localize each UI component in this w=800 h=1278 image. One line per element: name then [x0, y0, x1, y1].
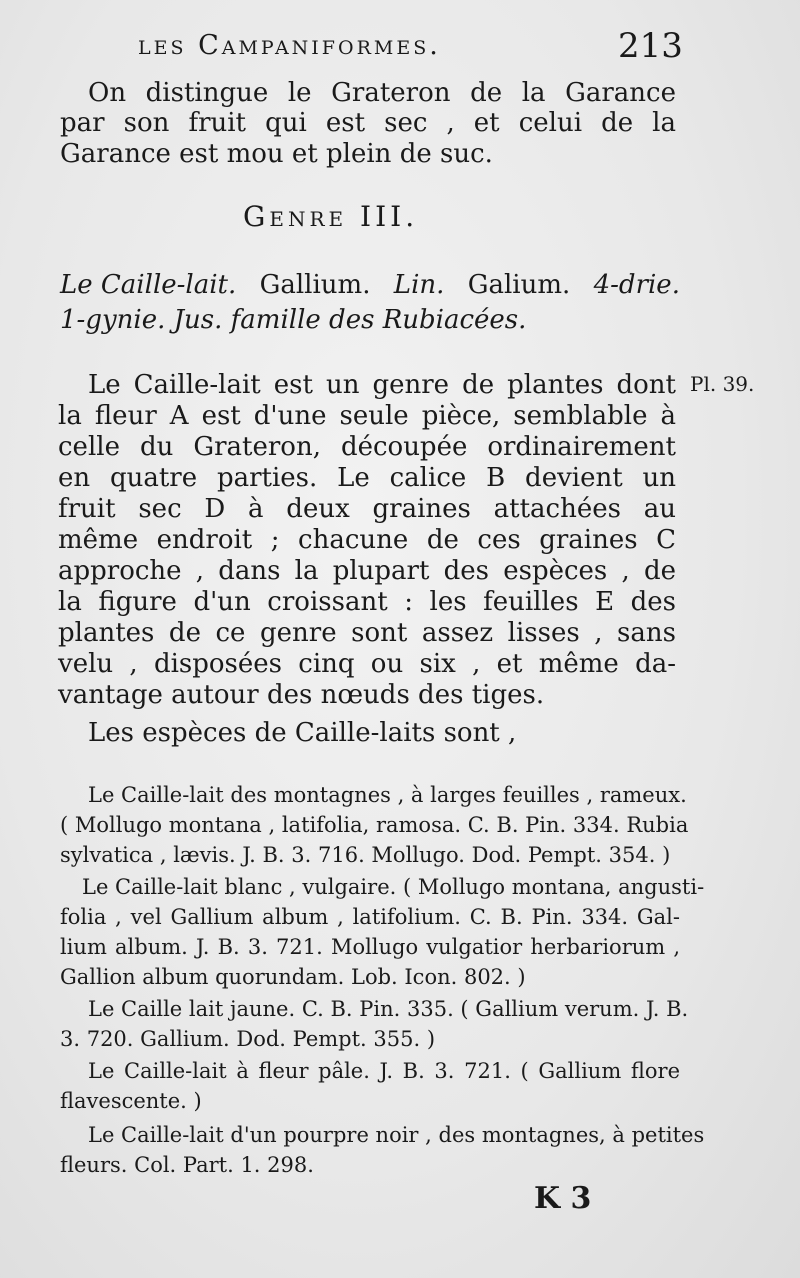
species-intro: Les espèces de Caille-laits sont ,	[88, 718, 517, 748]
classification-line-2: 1-gynie. Jus. famille des Rubiacées.	[60, 305, 527, 335]
species-line: Le Caille lait jaune. C. B. Pin. 335. ( Gallium verum. J. B.	[88, 997, 689, 1021]
description-line: velu , disposées cinq ou six , et même da-	[58, 649, 676, 679]
page-number: 213	[618, 26, 683, 66]
plate-reference: Pl. 39.	[690, 372, 755, 396]
description-line: vantage autour des nœuds des tiges.	[58, 680, 545, 710]
species-line: lium album. J. B. 3. 721. Mollugo vulgatior herbariorum ,	[60, 935, 680, 959]
description-line: celle du Grateron, découpée ordinairement	[58, 432, 676, 462]
latin-name: Gallium.	[259, 270, 371, 300]
species-line: Le Caille-lait à fleur pâle. J. B. 3. 721. ( Gallium flore	[88, 1059, 680, 1083]
description-line: en quatre parties. Le calice B devient un	[58, 463, 676, 493]
running-title: les Campaniformes.	[138, 30, 441, 61]
species-line: Le Caille-lait des montagnes , à larges feuilles , rameux.	[88, 783, 687, 807]
species-line: sylvatica , lævis. J. B. 3. 716. Mollugo. Dod. Pempt. 354. )	[60, 843, 671, 867]
linnaeus-ref: Lin.	[393, 270, 445, 300]
classification-line-1	[60, 270, 680, 300]
intro-line: On distingue le Grateron de la Garance	[88, 78, 676, 108]
species-line: Le Caille-lait d'un pourpre noir , des montagnes, à petites	[88, 1123, 705, 1147]
description-line: plantes de ce genre sont assez lisses , sans	[58, 618, 676, 648]
genus-name: Le Caille-lait.	[60, 270, 237, 300]
description-line: fruit sec D à deux graines attachées au	[58, 494, 676, 524]
description-line: la figure d'un croissant : les feuilles E des	[58, 587, 676, 617]
species-line: folia , vel Gallium album , latifolium. C. B. Pin. 334. Gal-	[60, 905, 680, 929]
genre-heading: Genre III.	[243, 200, 419, 233]
species-line: Gallion album quorundam. Lob. Icon. 802. )	[60, 965, 526, 989]
species-line: flavescente. )	[60, 1089, 202, 1113]
species-line: Le Caille-lait blanc , vulgaire. ( Mollugo montana, angusti-	[82, 875, 705, 899]
description-line: même endroit ; chacune de ces graines C	[58, 525, 676, 555]
description-line: Le Caille-lait est un genre de plantes dont	[88, 370, 676, 400]
species-line: 3. 720. Gallium. Dod. Pempt. 355. )	[60, 1027, 436, 1051]
species-line: ( Mollugo montana , latifolia, ramosa. C. B. Pin. 334. Rubia	[60, 813, 689, 837]
linnaeus-name: Galium.	[467, 270, 571, 300]
intro-line: Garance est mou et plein de suc.	[60, 139, 493, 169]
description-line: approche , dans la plupart des espèces , de	[58, 556, 676, 586]
signature-mark: K 3	[534, 1181, 592, 1216]
description-line: la fleur A est d'une seule pièce, semblable à	[58, 401, 676, 431]
intro-line: par son fruit qui est sec , et celui de la	[60, 108, 676, 138]
species-line: fleurs. Col. Part. 1. 298.	[60, 1153, 314, 1177]
linnaeus-class: 4-drie.	[593, 270, 680, 300]
